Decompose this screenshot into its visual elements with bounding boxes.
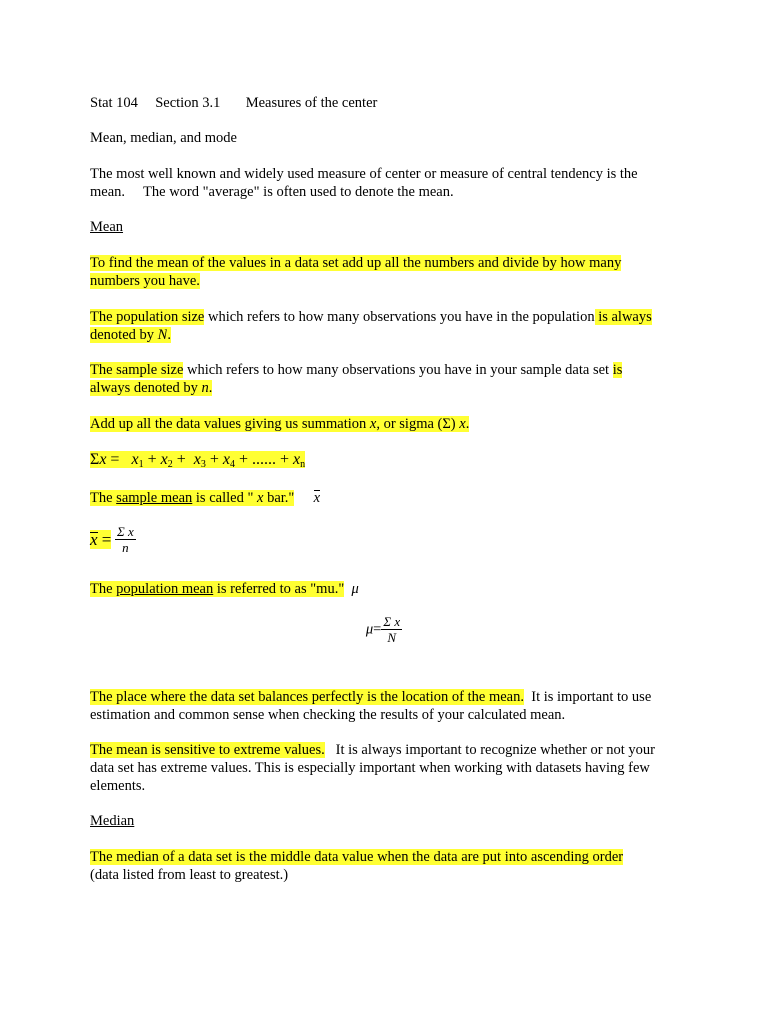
median-heading: Median bbox=[90, 813, 135, 829]
median-paragraph: The median of a data set is the middle data value when the data are put into ascending order (data listed from least to greatest.) bbox=[90, 849, 624, 883]
section-label: Section 3.1 bbox=[155, 95, 221, 111]
sample-mean-formula: x = $\frac{\text{Σ x}}{n}$ bbox=[90, 524, 134, 555]
intro-paragraph bbox=[90, 165, 690, 201]
population-mean-paragraph: The population mean is referred to as "mu." μ bbox=[90, 581, 359, 597]
mu-symbol: μ bbox=[351, 581, 359, 597]
balance-paragraph: The place where the data set balances perfectly is the location of the mean. It is important to use estimation and common sense when checking the results of your calculated mean. bbox=[90, 689, 652, 723]
page-header bbox=[90, 94, 690, 112]
population-size-paragraph: The population size which refers to how many observations you have in the population is always denoted by N. bbox=[90, 309, 652, 343]
population-mean-formula: μ= $\frac{\text{Σ x}}{N}$ bbox=[365, 614, 401, 645]
intro-line-2: mean. The word "average" is often used to denote the mean. bbox=[90, 184, 454, 200]
xbar-symbol: x bbox=[313, 490, 321, 506]
sample-mean-paragraph: The sample mean is called " x bar." x bbox=[90, 490, 321, 506]
sensitive-paragraph: The mean is sensitive to extreme values. It is always important to recognize whether or not your data set has extreme values. This is especially important when working with datasets having few elements. bbox=[90, 742, 655, 794]
summation-paragraph: Add up all the data values giving us summation x, or sigma (Σ) x. bbox=[90, 416, 470, 432]
find-mean-paragraph: To find the mean of the values in a data set add up all the numbers and divide by how many numbers you have. bbox=[90, 255, 622, 289]
sample-size-paragraph: The sample size which refers to how many observations you have in your sample data set is always denoted by n. bbox=[90, 362, 623, 396]
topic-label: Measures of the center bbox=[245, 95, 378, 111]
course-label: Stat 104 bbox=[90, 95, 138, 111]
mean-heading: Mean bbox=[90, 219, 124, 235]
subtitle: Mean, median, and mode bbox=[90, 130, 237, 146]
summation-formula: $\Sigma x = x_1 + x_2 + x_3 + x_4$ + ...... + $x_n$ bbox=[90, 451, 306, 470]
intro-line-1: The most well known and widely used measure of center or measure of central tendency is the bbox=[90, 166, 638, 182]
